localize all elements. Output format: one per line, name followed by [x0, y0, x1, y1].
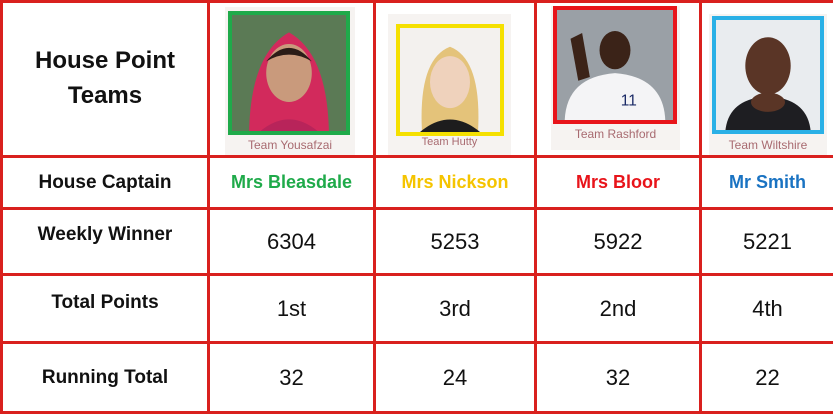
team-photo-card-rashford	[551, 6, 680, 150]
captain-hutty: Mrs Nickson	[401, 172, 509, 192]
running-hutty: 24	[442, 364, 468, 390]
portrait-icon	[553, 6, 677, 124]
team-caption: Team Rashford	[574, 127, 657, 141]
running-yousafzai: 32	[279, 364, 304, 390]
team-photo-card-yousafzai	[225, 7, 355, 155]
portrait-icon	[228, 11, 350, 135]
svg-text:11: 11	[620, 92, 637, 110]
total-wiltshire: 4th	[752, 295, 783, 321]
captain-wiltshire: Mr Smith	[728, 172, 806, 192]
row-label-running-total: Running Total	[41, 366, 169, 388]
page-title	[3, 3, 207, 155]
weekly-rashford: 5922	[593, 228, 643, 254]
total-yousafzai: 1st	[276, 295, 307, 321]
row-label-house-captain: House Captain	[38, 171, 172, 193]
captain-rashford: Mrs Bloor	[575, 172, 660, 192]
row-label-weekly-winner: Weekly Winner	[37, 224, 173, 245]
title-line-1: House Point	[34, 47, 175, 75]
total-rashford: 2nd	[599, 295, 637, 321]
captain-yousafzai: Mrs Bleasdale	[230, 172, 353, 192]
portrait-icon	[712, 16, 824, 134]
title-line-2: Teams	[67, 82, 143, 109]
team-caption: Team Wiltshire	[728, 138, 808, 152]
running-rashford: 32	[605, 364, 631, 390]
team-photo-card-hutty	[388, 14, 511, 155]
running-wiltshire: 22	[755, 364, 780, 390]
total-hutty: 3rd	[439, 295, 471, 321]
weekly-yousafzai: 6304	[267, 228, 316, 254]
row-label-total-points: Total Points	[51, 292, 159, 313]
portrait-icon	[396, 24, 504, 136]
team-photo-card-wiltshire	[709, 14, 827, 155]
team-caption: Team Yousafzai	[247, 138, 333, 152]
team-caption: Team Hutty	[421, 136, 478, 148]
weekly-wiltshire: 5221	[743, 228, 792, 254]
weekly-hutty: 5253	[430, 228, 480, 254]
